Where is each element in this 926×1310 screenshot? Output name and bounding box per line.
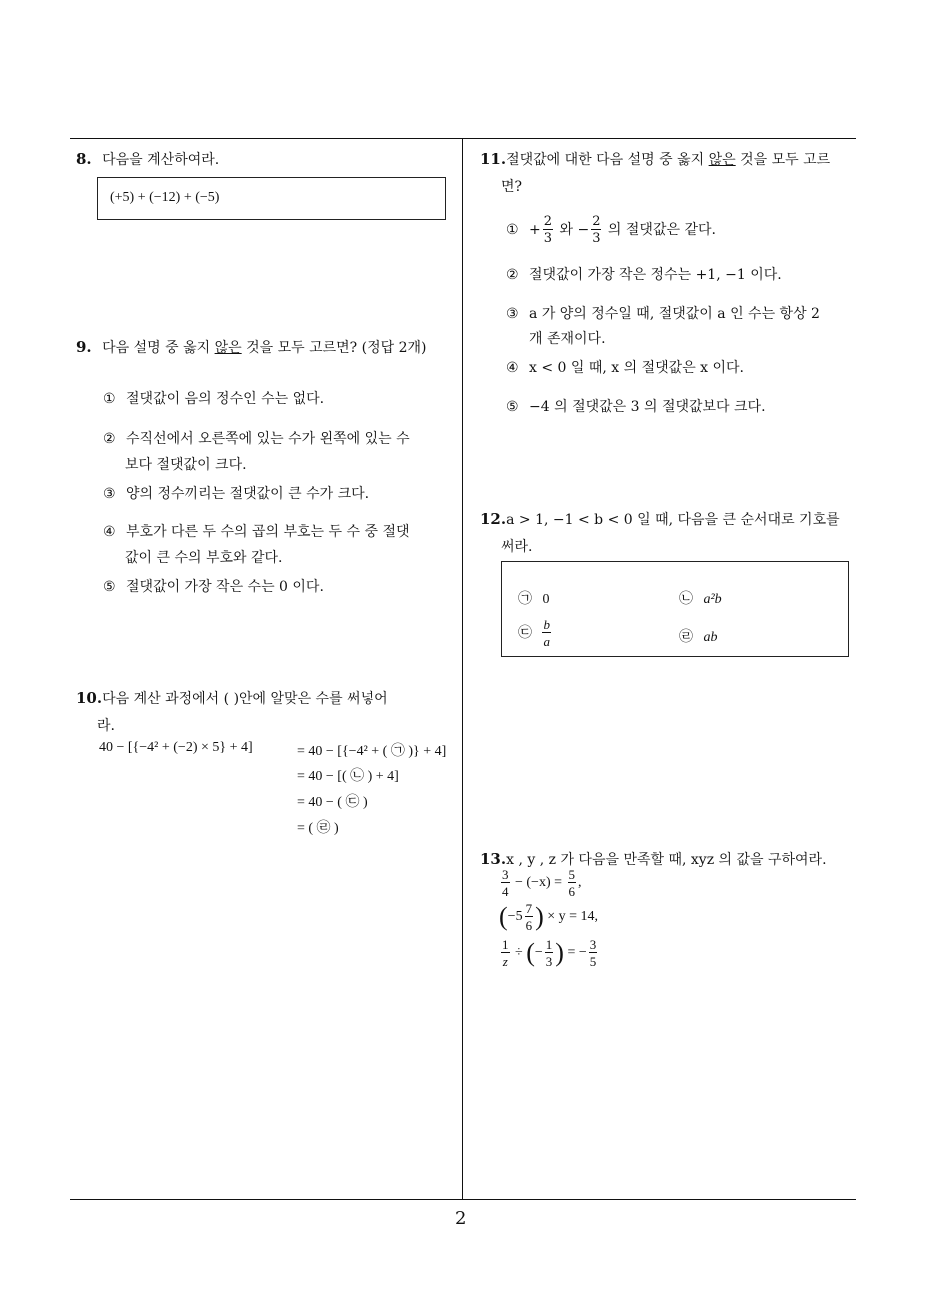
question-text: 다음 설명 중 옳지 (102, 340, 215, 356)
question-text-cont: 써라. (501, 539, 533, 555)
option-2-cont: 보다 절댓값이 크다. (125, 457, 247, 473)
fraction (545, 938, 554, 968)
option-marker: ⑤ (103, 579, 116, 595)
fraction (542, 618, 551, 648)
option-text: 부호가 다른 두 수의 곱의 부호는 두 수 중 절댓 (126, 524, 410, 540)
option-marker: ③ (506, 306, 519, 322)
denominator: 3 (543, 231, 553, 246)
equation-text: × y = 14, (543, 909, 599, 925)
fraction (591, 215, 601, 245)
denominator: 5 (589, 954, 597, 969)
option-1 (506, 215, 716, 245)
question-text-tail: 것을 모두 고르 (735, 152, 831, 168)
numerator: 7 (525, 901, 533, 916)
choice-c (518, 618, 553, 648)
numerator: 5 (568, 867, 576, 882)
option-marker: ④ (103, 524, 116, 540)
equation-text: − (−x) = (511, 875, 566, 891)
option-3 (103, 483, 369, 503)
option-text: 양의 정수끼리는 절댓값이 큰 수가 크다. (126, 486, 370, 502)
left-paren: ( (526, 938, 535, 967)
option-text: 의 절댓값은 같다. (603, 222, 716, 238)
fraction (525, 902, 534, 932)
minus-sign: − (534, 945, 543, 961)
question-number: 11. (480, 150, 507, 168)
option-4 (506, 357, 744, 377)
option-text: 절댓값이 가장 작은 정수는 +1, −1 이다. (529, 267, 782, 283)
denominator: 6 (568, 884, 576, 899)
denominator: 6 (525, 918, 533, 933)
option-1 (103, 388, 324, 408)
question-text: x , y , z 가 다음을 만족할 때, xyz 의 값을 구하여라. (506, 852, 827, 868)
choice-marker: ㉠ (518, 591, 532, 607)
denominator: 3 (545, 954, 553, 969)
choice-marker: ㉡ (679, 591, 693, 607)
question-10 (76, 688, 388, 708)
question-text: 다음 계산 과정에서 ( )안에 알맞은 수를 써넣어 (102, 691, 388, 707)
option-4-cont: 값이 큰 수의 부호와 같다. (125, 550, 283, 566)
denominator: z (502, 954, 508, 969)
question-number: 9. (76, 338, 92, 356)
option-text: 와 (555, 222, 578, 238)
question-13 (480, 849, 827, 869)
question-text-cont: 면? (501, 179, 523, 195)
choice-value: a²b (703, 592, 722, 607)
question-12 (480, 509, 840, 529)
equation-3 (499, 938, 599, 968)
calc-step-1: = 40 − [{−4² + ( ㉠ )} + 4] (297, 744, 447, 759)
numerator: 2 (592, 214, 601, 229)
option-marker: ④ (506, 360, 519, 376)
left-paren: ( (499, 902, 508, 931)
question-number: 12. (480, 510, 507, 528)
bottom-rule (70, 1199, 856, 1200)
right-paren: ) (535, 902, 544, 931)
numerator: 1 (502, 937, 509, 952)
equation-text: = − (563, 945, 587, 961)
option-text: −4 의 절댓값은 3 의 절댓값보다 크다. (529, 399, 766, 415)
question-9 (76, 337, 426, 357)
choice-d (679, 626, 717, 646)
option-5 (103, 576, 324, 596)
question-11 (480, 149, 830, 169)
fraction (501, 938, 510, 968)
option-3 (506, 303, 820, 323)
numerator: b (543, 617, 550, 632)
question-number: 8. (76, 150, 92, 168)
denominator: 3 (592, 231, 601, 246)
fraction (589, 938, 598, 968)
choice-marker: ㉣ (679, 629, 693, 645)
equation-1 (499, 868, 582, 898)
option-5 (506, 396, 766, 416)
question-text: 다음을 계산하여라. (102, 152, 220, 168)
plus-sign: + (529, 222, 541, 238)
underlined-word: 않은 (708, 152, 736, 168)
question-text: 절댓값에 대한 다음 설명 중 옳지 (506, 152, 709, 168)
underlined-word: 않은 (214, 340, 242, 356)
option-marker: ① (506, 222, 519, 238)
choice-b (679, 588, 722, 608)
top-rule (70, 138, 856, 139)
denominator: a (543, 634, 550, 649)
calc-lhs: 40 − [{−4² + (−2) × 5} + 4] (99, 740, 253, 755)
question-text-cont: 라. (97, 718, 115, 734)
option-text: 수직선에서 오른쪽에 있는 수가 왼쪽에 있는 수 (126, 431, 410, 447)
fraction (501, 868, 510, 898)
option-text: x < 0 일 때, x 의 절댓값은 x 이다. (529, 360, 745, 376)
expression: (+5) + (−12) + (−5) (110, 190, 220, 205)
option-2 (103, 428, 410, 448)
equation-text: , (578, 875, 582, 891)
choice-box (501, 561, 849, 657)
option-text: 절댓값이 가장 작은 수는 0 이다. (126, 579, 324, 595)
choice-a (518, 588, 549, 608)
equation-text: −5 (507, 909, 523, 925)
expression-box (97, 177, 446, 220)
option-marker: ③ (103, 486, 116, 502)
option-marker: ② (103, 431, 116, 447)
choice-value: 0 (542, 592, 550, 607)
equation-text: ÷ (511, 945, 527, 961)
option-marker: ② (506, 267, 519, 283)
question-number: 13. (480, 850, 507, 868)
numerator: 1 (545, 937, 553, 952)
calc-step-3: = 40 − ( ㉢ ) (297, 795, 368, 810)
numerator: 3 (502, 867, 509, 882)
option-marker: ① (103, 391, 116, 407)
choice-value: ab (703, 630, 718, 645)
question-8 (76, 149, 219, 169)
calc-step-4: = ( ㉣ ) (297, 821, 339, 836)
fraction (543, 215, 553, 245)
question-text-tail: 것을 모두 고르면? (정답 2개) (241, 340, 427, 356)
question-text: a > 1, −1 < b < 0 일 때, 다음을 큰 순서대로 기호를 (506, 512, 840, 528)
choice-marker: ㉢ (518, 625, 532, 641)
equation-2 (499, 902, 598, 932)
page-number: 2 (455, 1208, 467, 1229)
fraction (568, 868, 577, 898)
minus-sign: − (577, 222, 590, 238)
option-4 (103, 521, 410, 541)
column-divider (462, 139, 463, 1199)
option-text: a 가 양의 정수일 때, 절댓값이 a 인 수는 항상 2 (529, 306, 820, 322)
numerator: 3 (589, 937, 597, 952)
option-2 (506, 264, 782, 284)
option-3-cont: 개 존재이다. (529, 331, 606, 347)
numerator: 2 (543, 214, 553, 229)
right-paren: ) (555, 938, 564, 967)
question-number: 10. (76, 689, 103, 707)
calc-step-2: = 40 − [( ㉡ ) + 4] (297, 769, 399, 784)
option-marker: ⑤ (506, 399, 519, 415)
option-text: 절댓값이 음의 정수인 수는 없다. (126, 391, 325, 407)
denominator: 4 (502, 884, 509, 899)
